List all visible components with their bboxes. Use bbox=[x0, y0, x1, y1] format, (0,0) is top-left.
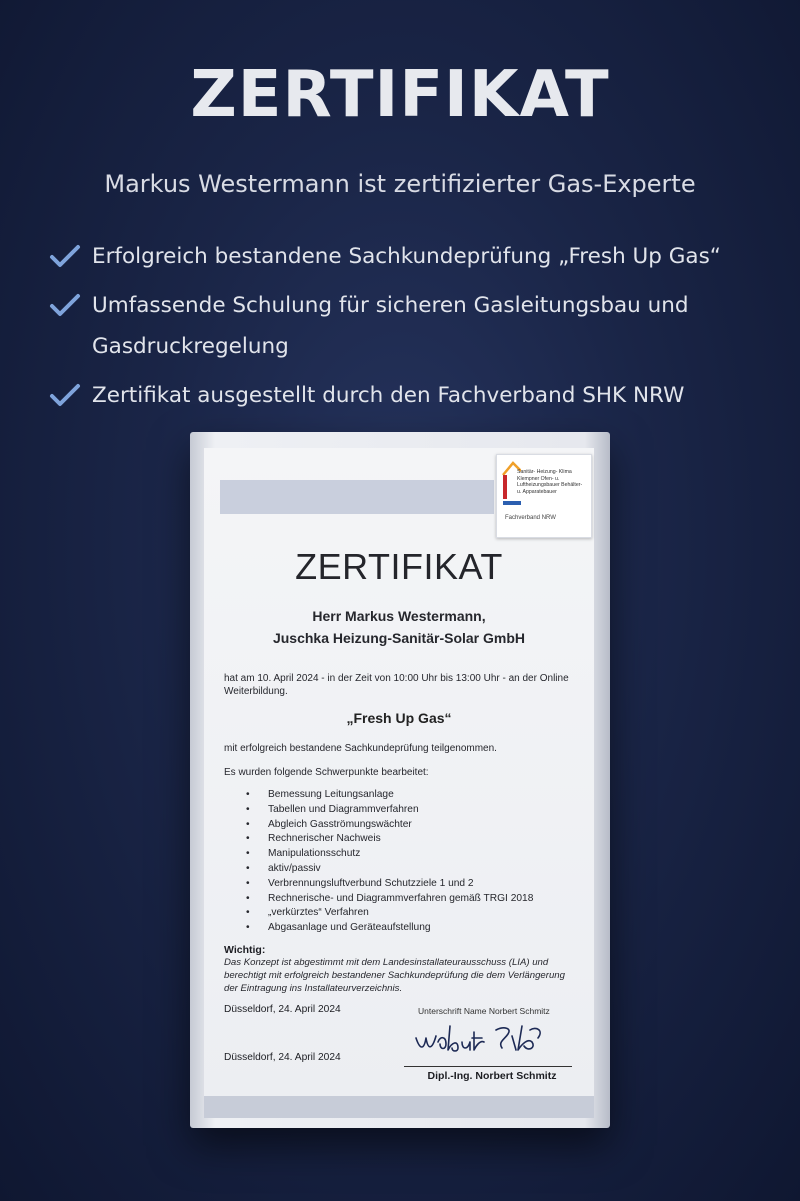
feature-item bbox=[48, 375, 768, 416]
checkmark-icon bbox=[48, 239, 82, 273]
certificate-footer-band bbox=[204, 1096, 594, 1118]
topic-item: • Tabellen und Diagrammverfahren bbox=[244, 803, 574, 818]
feature-item bbox=[48, 285, 768, 367]
topic-item: • Abgleich Gasströmungswächter bbox=[244, 818, 574, 833]
checkmark-icon bbox=[48, 378, 82, 412]
topic-item: • Bemessung Leitungsanlage bbox=[244, 788, 574, 803]
topic-item: • Manipulationsschutz bbox=[244, 847, 574, 862]
course-name: „Fresh Up Gas“ bbox=[346, 710, 452, 726]
certificate-header-bar bbox=[220, 480, 494, 514]
topics-list bbox=[244, 788, 574, 936]
feature-text: Erfolgreich bestandene Sachkundeprüfung „Fresh Up Gas“ bbox=[92, 244, 721, 269]
topic-item: • aktiv/passiv bbox=[244, 862, 574, 877]
association-logo bbox=[496, 454, 592, 538]
feature-list bbox=[48, 236, 768, 424]
poster-headline: ZERTIFIKAT bbox=[190, 58, 610, 132]
handwritten-signature bbox=[412, 1016, 562, 1060]
certificate-sheet bbox=[204, 448, 594, 1118]
logo-text: Sanitär- Heizung- Klima Klempner Ofen- u. Luftheizungsbauer Behälter- u. Apparatebauer bbox=[517, 469, 583, 495]
feature-text: Zertifikat ausgestellt durch den Fachverband SHK NRW bbox=[92, 383, 685, 408]
feature-item bbox=[48, 236, 768, 277]
signature-caption: Unterschrift Name Norbert Schmitz bbox=[418, 1006, 550, 1016]
certificate-intro: hat am 10. April 2024 - in der Zeit von 10:00 Uhr bis 13:00 Uhr - an der Online Weiterbildung. bbox=[224, 673, 569, 697]
hint-text: Das Konzept ist abgestimmt mit dem Landesinstallateurausschuss (LIA) und berechtigt mit erfolgreich bestandener Sachkundeprüfung die dem Verlängerung der Eintragung ins Installateurverzeichnis. bbox=[224, 957, 565, 994]
recipient-company: Juschka Heizung-Sanitär-Solar GmbH bbox=[272, 630, 526, 646]
topic-item: • Rechnerische- und Diagrammverfahren gemäß TRGI 2018 bbox=[244, 892, 574, 907]
topic-item: • Abgasanlage und Geräteaufstellung bbox=[244, 921, 574, 936]
topic-item: • „verkürztes“ Verfahren bbox=[244, 906, 574, 921]
topic-item: • Rechnerischer Nachweis bbox=[244, 832, 574, 847]
certificate-result: mit erfolgreich bestandene Sachkundeprüfung teilgenommen. bbox=[224, 743, 497, 754]
certificate-frame bbox=[190, 432, 610, 1128]
hint-label: Wichtig: bbox=[224, 944, 266, 956]
signer-name: Dipl.-Ing. Norbert Schmitz bbox=[427, 1070, 557, 1082]
topic-item: • Verbrennungsluftverbund Schutzziele 1 und 2 bbox=[244, 877, 574, 892]
logo-footer: Fachverband NRW bbox=[505, 515, 556, 521]
poster-subline: Markus Westermann ist zertifizierter Gas-Experte bbox=[104, 170, 696, 198]
issue-date: Düsseldorf, 24. April 2024 bbox=[224, 1004, 341, 1015]
checkmark-icon bbox=[48, 288, 82, 322]
feature-text: Umfassende Schulung für sicheren Gasleitungsbau und Gasdruckregelung bbox=[92, 293, 689, 359]
certificate-title: ZERTIFIKAT bbox=[295, 546, 503, 587]
recipient-name: Herr Markus Westermann, bbox=[312, 608, 486, 624]
signature-line bbox=[404, 1066, 572, 1067]
place-date: Düsseldorf, 24. April 2024 bbox=[224, 1052, 341, 1063]
topics-intro: Es wurden folgende Schwerpunkte bearbeitet: bbox=[224, 767, 429, 778]
